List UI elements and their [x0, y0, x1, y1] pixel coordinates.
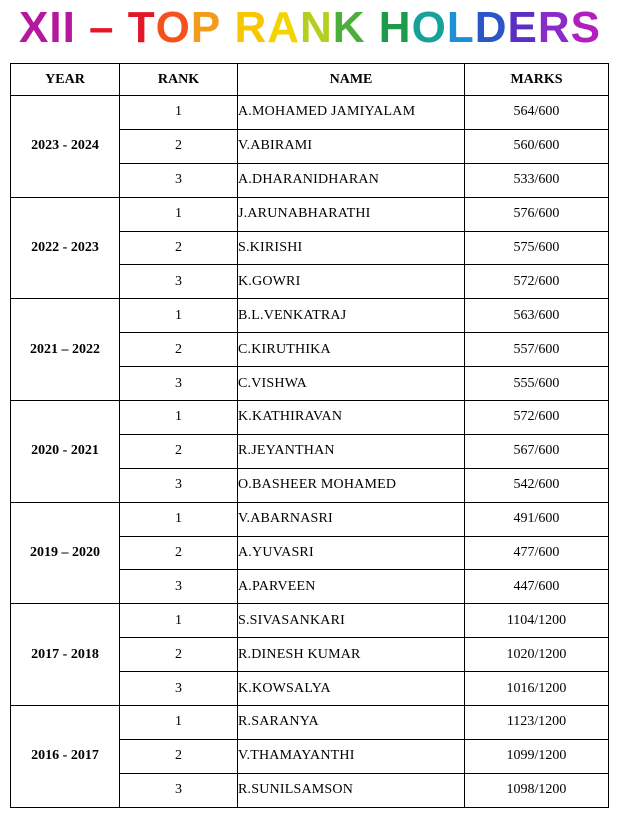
- name-cell: R.SUNILSAMSON: [238, 773, 465, 807]
- table-row: [11, 197, 609, 231]
- title-letter: N: [300, 3, 333, 52]
- header-marks: MARKS: [465, 64, 609, 96]
- rank-cell: 2: [120, 231, 238, 265]
- title-letter: R: [234, 3, 268, 52]
- marks-cell: 477/600: [465, 536, 609, 570]
- name-cell: C.KIRUTHIKA: [238, 333, 465, 367]
- rank-cell: 2: [120, 739, 238, 773]
- rank-cell: 1: [120, 604, 238, 638]
- rank-cell: 3: [120, 773, 238, 807]
- title-letter: –: [75, 3, 128, 52]
- marks-cell: 533/600: [465, 163, 609, 197]
- rank-cell: 1: [120, 299, 238, 333]
- rank-cell: 3: [120, 163, 238, 197]
- table-row: [11, 96, 609, 130]
- marks-cell: 560/600: [465, 129, 609, 163]
- marks-cell: 572/600: [465, 401, 609, 435]
- name-cell: K.KATHIRAVAN: [238, 401, 465, 435]
- title-letter: S: [570, 3, 601, 52]
- marks-cell: 1104/1200: [465, 604, 609, 638]
- name-cell: R.SARANYA: [238, 706, 465, 740]
- marks-cell: 572/600: [465, 265, 609, 299]
- marks-cell: 564/600: [465, 96, 609, 130]
- title-letter: E: [507, 3, 538, 52]
- rank-cell: 3: [120, 367, 238, 401]
- header-name: NAME: [238, 64, 465, 96]
- rank-cell: 1: [120, 401, 238, 435]
- marks-cell: 1123/1200: [465, 706, 609, 740]
- title-letter: [366, 0, 379, 56]
- marks-cell: 575/600: [465, 231, 609, 265]
- name-cell: R.JEYANTHAN: [238, 434, 465, 468]
- rank-holders-table: [10, 63, 609, 808]
- name-cell: S.KIRISHI: [238, 231, 465, 265]
- rank-cell: 2: [120, 638, 238, 672]
- marks-cell: 563/600: [465, 299, 609, 333]
- table-row: [11, 401, 609, 435]
- year-cell: 2020 - 2021: [11, 401, 120, 503]
- title-letter: O: [155, 3, 191, 52]
- marks-cell: 567/600: [465, 434, 609, 468]
- title-letter: A: [267, 3, 300, 52]
- marks-cell: 555/600: [465, 367, 609, 401]
- page-title: [19, 0, 601, 56]
- year-cell: 2017 - 2018: [11, 604, 120, 706]
- marks-cell: 1016/1200: [465, 672, 609, 706]
- table-header-row: [11, 64, 609, 96]
- header-year: YEAR: [11, 64, 120, 96]
- name-cell: K.GOWRI: [238, 265, 465, 299]
- title-letter: K: [332, 3, 366, 52]
- name-cell: A.MOHAMED JAMIYALAM: [238, 96, 465, 130]
- rank-cell: 2: [120, 434, 238, 468]
- name-cell: J.ARUNABHARATHI: [238, 197, 465, 231]
- rank-cell: 3: [120, 570, 238, 604]
- marks-cell: 1099/1200: [465, 739, 609, 773]
- name-cell: A.PARVEEN: [238, 570, 465, 604]
- year-cell: 2021 – 2022: [11, 299, 120, 401]
- name-cell: V.ABARNASRI: [238, 502, 465, 536]
- name-cell: A.YUVASRI: [238, 536, 465, 570]
- marks-cell: 542/600: [465, 468, 609, 502]
- rank-cell: 2: [120, 536, 238, 570]
- rank-cell: 3: [120, 468, 238, 502]
- title-letter: H: [378, 3, 412, 52]
- header-rank: RANK: [120, 64, 238, 96]
- name-cell: S.SIVASANKARI: [238, 604, 465, 638]
- year-cell: 2023 - 2024: [11, 96, 120, 198]
- title-letter: D: [474, 3, 508, 52]
- table-row: [11, 706, 609, 740]
- table-row: [11, 502, 609, 536]
- name-cell: V.THAMAYANTHI: [238, 739, 465, 773]
- title-letter: O: [411, 3, 447, 52]
- rank-cell: 3: [120, 672, 238, 706]
- rank-cell: 1: [120, 96, 238, 130]
- marks-cell: 447/600: [465, 570, 609, 604]
- title-letter: XII: [19, 3, 76, 52]
- rank-cell: 3: [120, 265, 238, 299]
- title-letter: T: [127, 3, 156, 52]
- table-row: [11, 604, 609, 638]
- rank-cell: 1: [120, 502, 238, 536]
- rank-cell: 1: [120, 197, 238, 231]
- title-letter: R: [537, 3, 571, 52]
- title-letter: L: [446, 3, 475, 52]
- title-banner: [10, 0, 610, 56]
- year-cell: 2022 - 2023: [11, 197, 120, 299]
- name-cell: C.VISHWA: [238, 367, 465, 401]
- name-cell: K.KOWSALYA: [238, 672, 465, 706]
- rank-cell: 1: [120, 706, 238, 740]
- marks-cell: 1098/1200: [465, 773, 609, 807]
- marks-cell: 491/600: [465, 502, 609, 536]
- name-cell: O.BASHEER MOHAMED: [238, 468, 465, 502]
- name-cell: R.DINESH KUMAR: [238, 638, 465, 672]
- year-cell: 2016 - 2017: [11, 706, 120, 808]
- year-cell: 2019 – 2020: [11, 502, 120, 604]
- name-cell: V.ABIRAMI: [238, 129, 465, 163]
- name-cell: B.L.VENKATRAJ: [238, 299, 465, 333]
- table-row: [11, 299, 609, 333]
- rank-cell: 2: [120, 333, 238, 367]
- title-letter: P: [190, 3, 222, 52]
- marks-cell: 1020/1200: [465, 638, 609, 672]
- marks-cell: 576/600: [465, 197, 609, 231]
- marks-cell: 557/600: [465, 333, 609, 367]
- name-cell: A.DHARANIDHARAN: [238, 163, 465, 197]
- rank-cell: 2: [120, 129, 238, 163]
- title-letter: [221, 0, 234, 56]
